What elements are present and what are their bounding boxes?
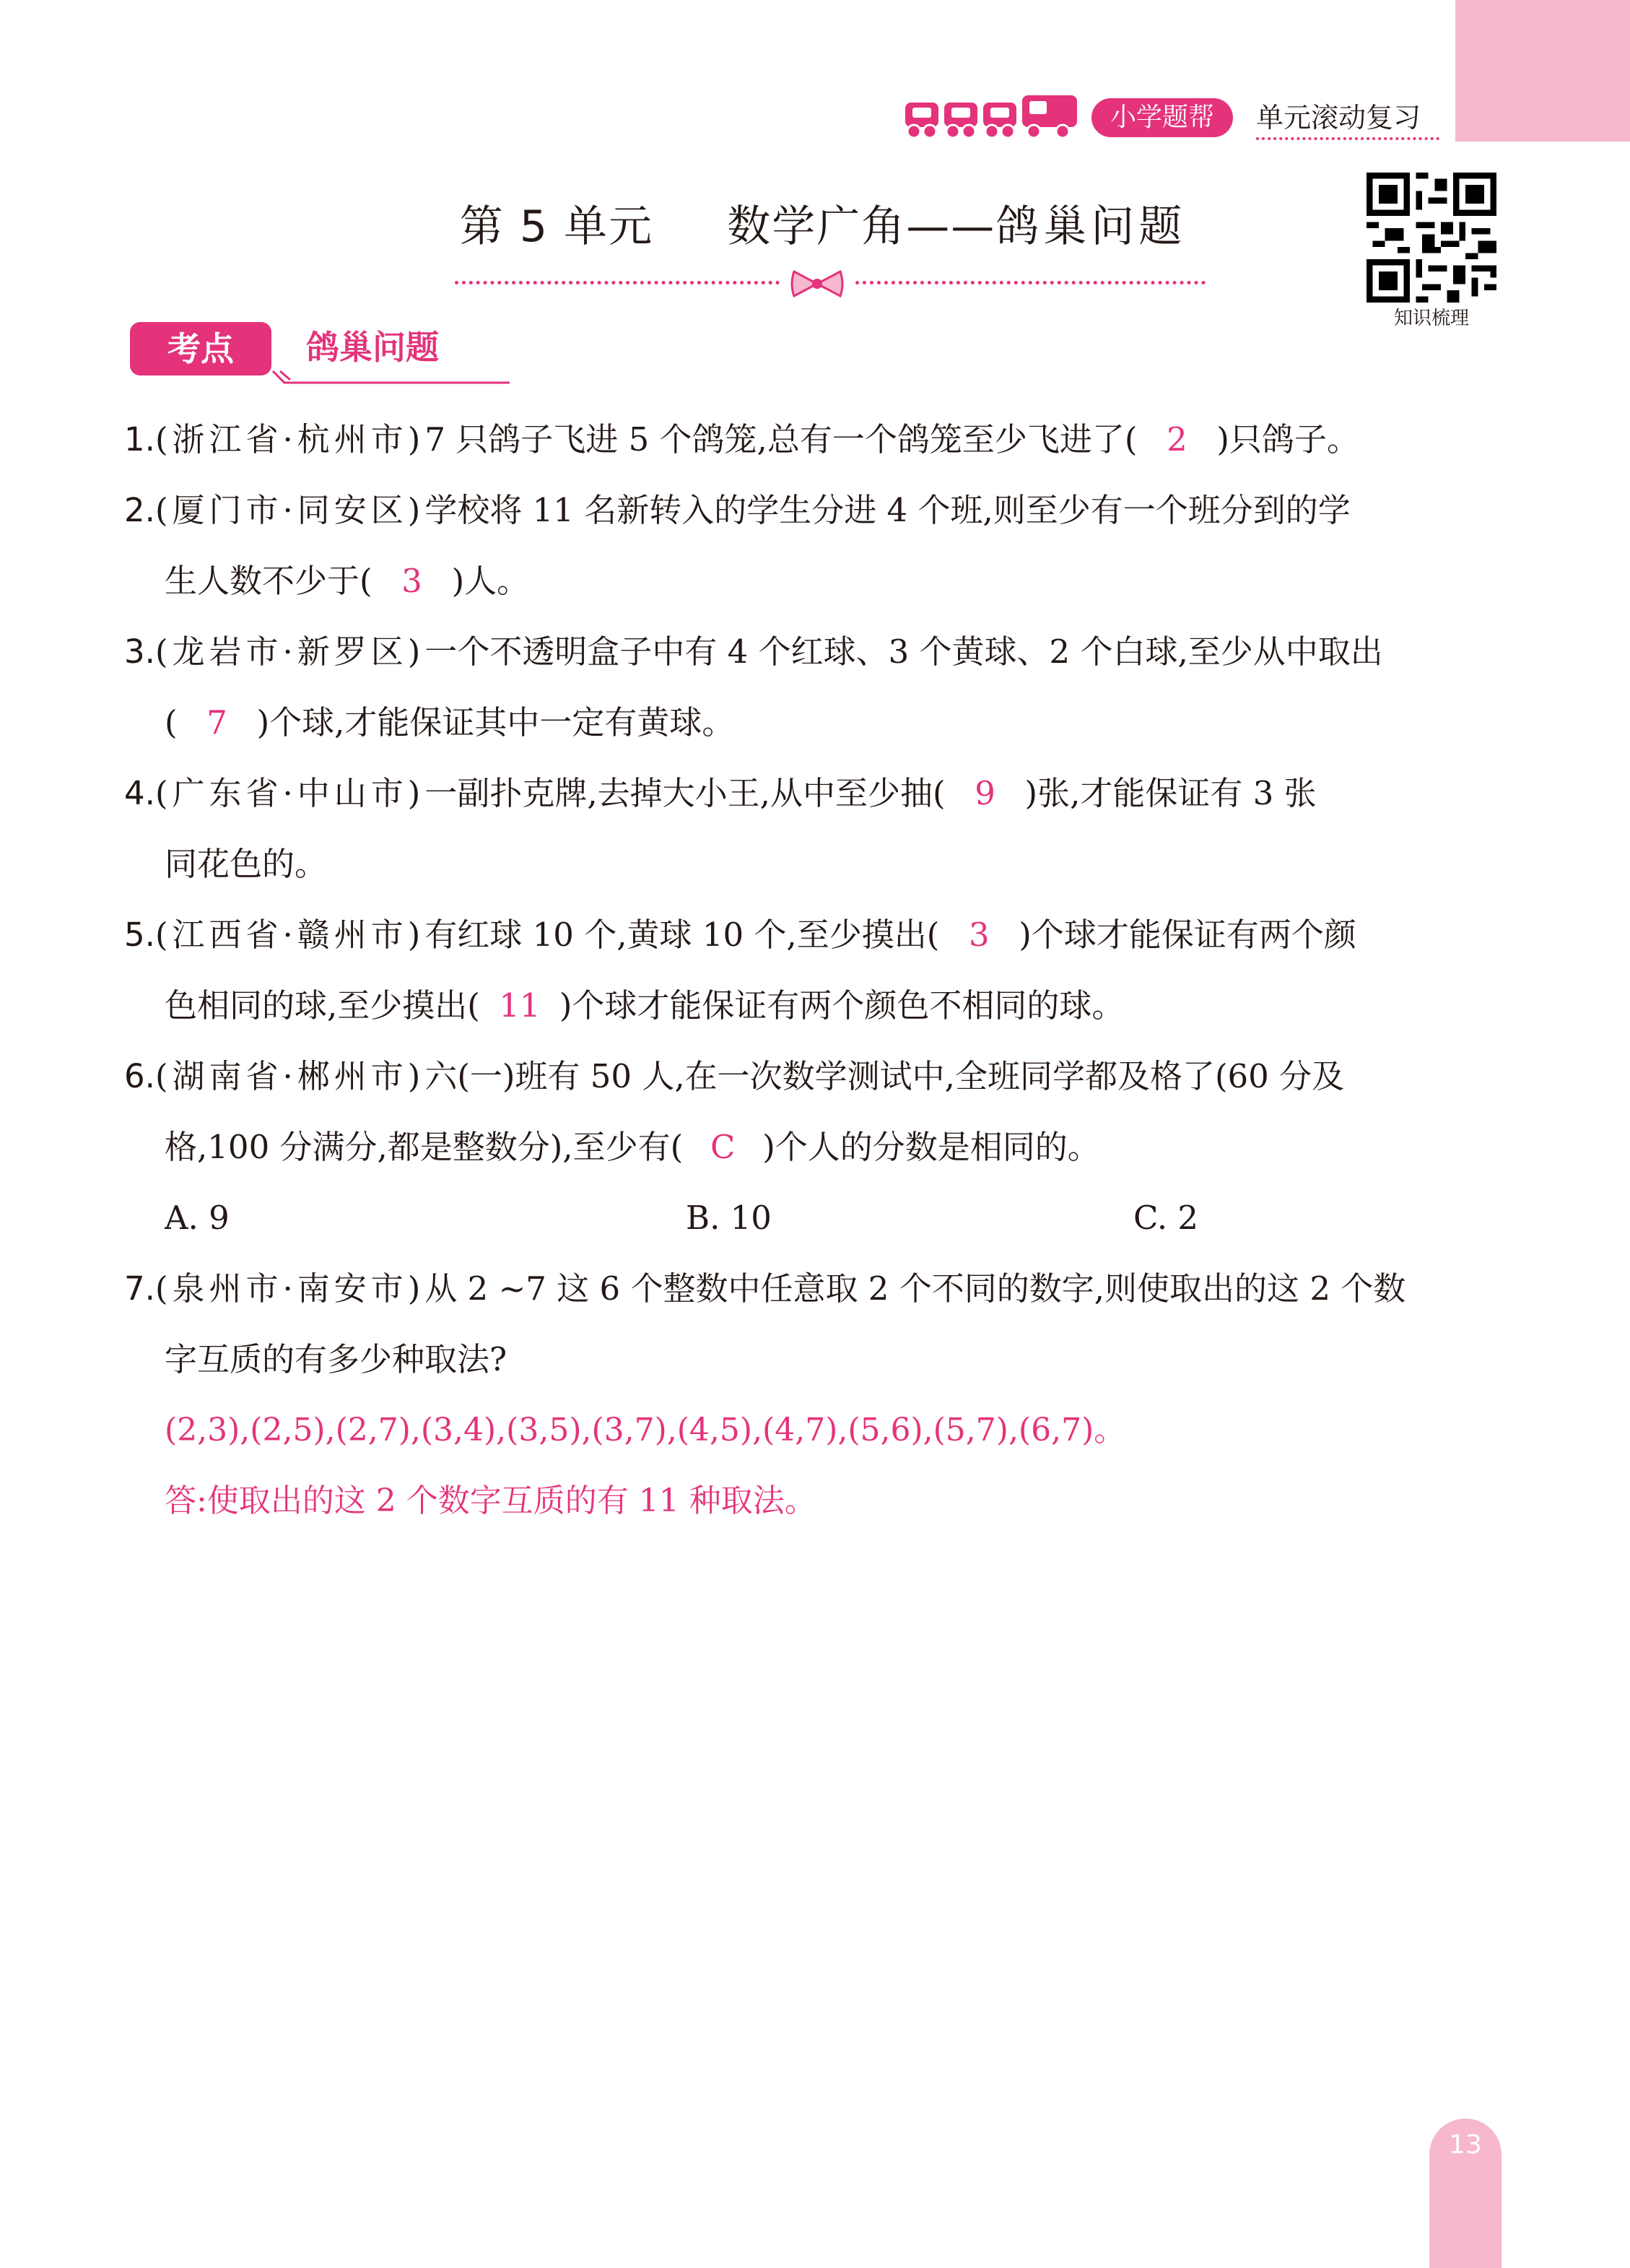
question-source: (江西省·赣州市)	[154, 916, 425, 954]
question-text: )张,才能保证有 3 张	[1024, 774, 1317, 812]
question-text: 一个不透明盒子中有 4 个红球、3 个黄球、2 个白球,至少从中取出	[424, 633, 1383, 671]
question-source: (龙岩市·新罗区)	[154, 633, 425, 671]
question-7-line-2	[124, 1324, 1503, 1395]
bow-icon	[788, 267, 846, 300]
question-3	[124, 617, 1503, 687]
question-text: )人。	[451, 562, 530, 600]
answer: C	[710, 1128, 736, 1166]
answer: 11	[499, 986, 541, 1025]
question-5	[124, 900, 1503, 970]
question-source: (广东省·中山市)	[154, 774, 425, 812]
question-text: (	[165, 703, 178, 742]
question-source: (泉州市·南安市)	[154, 1269, 425, 1308]
question-6	[124, 1041, 1503, 1112]
question-source: (厦门市·同安区)	[154, 491, 425, 529]
question-source: (湖南省·郴州市)	[154, 1057, 425, 1095]
question-2-line-2	[124, 546, 1503, 617]
question-number: 1.	[124, 420, 155, 459]
brand-badge: 小学题帮	[1091, 98, 1233, 137]
answer: 3	[401, 562, 422, 600]
question-text: )个人的分数是相同的。	[762, 1128, 1100, 1166]
question-text: 从 2 ~7 这 6 个整数中任意取 2 个不同的数字,则使取出的这 2 个数	[424, 1269, 1406, 1308]
question-text: )个球才能保证有两个颜	[1019, 916, 1356, 954]
title-main: 数学广角	[727, 201, 907, 252]
qr-caption: 知识梳理	[1393, 308, 1469, 329]
question-text: )个球,才能保证其中一定有黄球。	[256, 703, 735, 742]
question-text: 字互质的有多少种取法?	[165, 1340, 507, 1378]
question-text: 一副扑克牌,去掉大小王,从中至少抽(	[424, 774, 946, 812]
corner-tab-top	[1455, 0, 1630, 142]
question-text: 学校将 11 名新转入的学生分进 4 个班,则至少有一个班分到的学	[424, 491, 1351, 529]
section-topic: 鸽巢问题	[306, 328, 439, 367]
title-sub: 鸽巢问题	[995, 201, 1187, 252]
option-a: A. 9	[165, 1199, 230, 1237]
question-7	[124, 1254, 1503, 1324]
question-4	[124, 758, 1503, 829]
question-text: 色相同的球,至少摸出(	[165, 986, 480, 1025]
unit-number: 第 5 单元	[459, 201, 654, 252]
question-number: 5.	[124, 916, 155, 954]
solution-conclusion: 答:使取出的这 2 个数字互质的有 11 种取法。	[165, 1482, 816, 1519]
question-1	[124, 404, 1503, 475]
question-6-line-2	[124, 1112, 1503, 1183]
answer: 2	[1167, 420, 1187, 459]
answer: 7	[206, 703, 227, 742]
series-label: 单元滚动复习	[1256, 98, 1439, 137]
train-icon	[902, 92, 1083, 142]
question-2	[124, 475, 1503, 546]
question-text: 同花色的。	[165, 845, 328, 883]
options-row	[124, 1183, 1503, 1254]
topic-underline	[271, 370, 510, 384]
question-text: 有红球 10 个,黄球 10 个,至少摸出(	[424, 916, 940, 954]
answer: 3	[968, 916, 990, 954]
section-tag: 考点	[130, 322, 271, 375]
question-text: )个球才能保证有两个颜色不相同的球。	[559, 986, 1125, 1025]
question-number: 4.	[124, 774, 155, 812]
question-source: (浙江省·杭州市)	[154, 420, 425, 459]
question-text: 生人数不少于(	[165, 562, 372, 600]
question-list	[124, 404, 1503, 1537]
page-title	[440, 192, 1206, 254]
title-dash: ——	[906, 201, 996, 252]
option-c: C. 2	[1133, 1199, 1199, 1237]
question-4-line-2	[124, 829, 1503, 900]
question-number: 6.	[124, 1057, 155, 1095]
question-number: 3.	[124, 633, 155, 671]
question-3-line-2	[124, 687, 1503, 758]
question-5-line-2	[124, 970, 1503, 1041]
page-number: 13	[1449, 2130, 1482, 2160]
option-b: B. 10	[686, 1199, 772, 1237]
question-text: 格,100 分满分,都是整数分),至少有(	[165, 1128, 684, 1166]
question-text: 7 只鸽子飞进 5 个鸽笼,总有一个鸽笼至少飞进了(	[424, 420, 1138, 459]
solution-pairs: (2,3),(2,5),(2,7),(3,4),(3,5),(3,7),(4,5),(4,7),(5,6),(5,7),(6,7)。	[165, 1412, 1126, 1448]
question-text: 六(一)班有 50 人,在一次数学测试中,全班同学都及格了(60 分及	[424, 1057, 1345, 1095]
question-number: 7.	[124, 1269, 155, 1308]
question-text: )只鸽子。	[1216, 420, 1359, 459]
header-bar	[902, 92, 1455, 142]
title-divider	[455, 273, 1206, 295]
qr-code-icon	[1367, 173, 1496, 303]
question-number: 2.	[124, 491, 155, 529]
answer: 9	[975, 774, 995, 812]
